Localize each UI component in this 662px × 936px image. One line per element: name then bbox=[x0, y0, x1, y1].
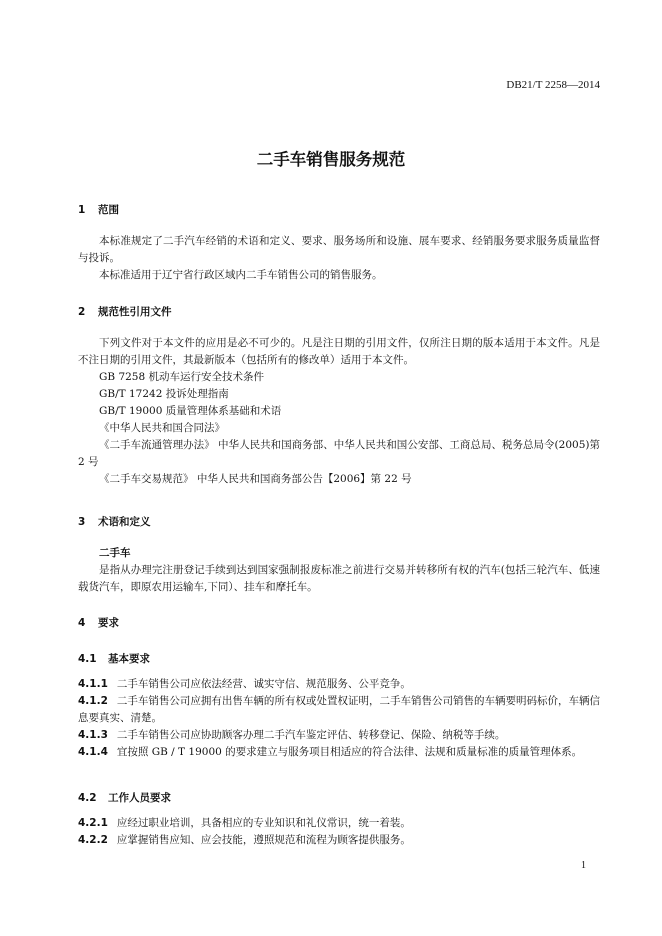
clause-number: 4.2.1 bbox=[78, 817, 108, 829]
section-3-heading bbox=[78, 514, 151, 529]
clause-text: 应掌握销售应知、应会技能，遵照规范和流程为顾客提供服务。 bbox=[116, 834, 411, 846]
clause-number: 4.1.3 bbox=[78, 729, 108, 741]
clause-4-1-2 bbox=[78, 693, 600, 727]
section-1-heading bbox=[78, 202, 119, 217]
reference-item: 《二手车交易规范》 中华人民共和国商务部公告【2006】第 22 号 bbox=[99, 473, 412, 485]
paragraph: 下列文件对于本文件的应用是必不可少的。凡是注日期的引用文件，仅所注日期的版本适用于本文件。凡是不注日期的引用文件，其最新版本（包括所有的修改单）适用于本文件。 bbox=[78, 337, 600, 366]
term-name: 二手车 bbox=[99, 547, 131, 559]
clause-text: 二手车销售公司应协助顾客办理二手汽车鉴定评估、转移登记、保险、纳税等手续。 bbox=[116, 729, 506, 741]
reference-item: GB 7258 机动车运行安全技术条件 bbox=[99, 371, 265, 383]
section-4-heading bbox=[78, 615, 119, 630]
clause-4-1-3 bbox=[78, 727, 600, 744]
section-number: 2 bbox=[78, 306, 86, 318]
subsection-number: 4.2 bbox=[78, 792, 97, 804]
reference-item: 《中华人民共和国合同法》 bbox=[99, 422, 225, 434]
reference-item: GB/T 17242 投诉处理指南 bbox=[99, 388, 229, 400]
term-definition: 是指从办理完注册登记手续到达到国家强制报废标准之前进行交易并转移所有权的汽车(包括三轮汽车、低速载货汽车，即原农用运输车,下同）、挂车和摩托车。 bbox=[78, 564, 600, 593]
paragraph: 本标准规定了二手汽车经销的术语和定义、要求、服务场所和设施、展车要求、经销服务要求服务质量监督与投诉。 bbox=[78, 235, 600, 264]
paragraph: 本标准适用于辽宁省行政区域内二手车销售公司的销售服务。 bbox=[99, 269, 383, 281]
section-title: 要求 bbox=[98, 617, 119, 629]
clause-text: 二手车销售公司应依法经营、诚实守信、规范服务、公平竞争。 bbox=[116, 678, 411, 690]
clause-4-2-2 bbox=[78, 832, 600, 849]
section-2-heading bbox=[78, 304, 172, 319]
reference-item: GB/T 19000 质量管理体系基础和术语 bbox=[99, 405, 282, 417]
clause-text: 宜按照 GB / T 19000 的要求建立与服务项目相适应的符合法律、法规和质量标准的质量管理体系。 bbox=[116, 746, 583, 758]
subsection-4-1-heading bbox=[78, 651, 150, 666]
clause-4-2-1 bbox=[78, 815, 600, 832]
document-title: 二手车销售服务规范 bbox=[256, 150, 406, 169]
section-title: 规范性引用文件 bbox=[98, 306, 172, 318]
subsection-title: 基本要求 bbox=[108, 653, 150, 665]
subsection-number: 4.1 bbox=[78, 653, 97, 665]
clause-number: 4.1.2 bbox=[78, 695, 108, 707]
clause-text: 二手车销售公司应拥有出售车辆的所有权或处置权证明，二手车销售公司销售的车辆要明码标价，车辆信息要真实、清楚。 bbox=[78, 695, 600, 724]
subsection-title: 工作人员要求 bbox=[108, 792, 171, 804]
clause-text: 应经过职业培训，具备相应的专业知识和礼仪常识，统一着装。 bbox=[116, 817, 411, 829]
clause-number: 4.1.1 bbox=[78, 678, 108, 690]
page-number: 1 bbox=[581, 860, 586, 871]
clause-number: 4.2.2 bbox=[78, 834, 108, 846]
clause-4-1-1 bbox=[78, 676, 600, 693]
clause-4-1-4 bbox=[78, 744, 600, 761]
clause-number: 4.1.4 bbox=[78, 746, 108, 758]
section-number: 4 bbox=[78, 617, 86, 629]
section-title: 术语和定义 bbox=[98, 516, 151, 528]
section-number: 3 bbox=[78, 516, 86, 528]
section-title: 范围 bbox=[98, 204, 119, 216]
standard-code: DB21/T 2258—2014 bbox=[506, 79, 600, 91]
section-number: 1 bbox=[78, 204, 86, 216]
subsection-4-2-heading bbox=[78, 790, 171, 805]
reference-item: 《二手车流通管理办法》 中华人民共和国商务部、中华人民共和国公安部、工商总局、税务总局令(2005)第 2 号 bbox=[78, 439, 600, 468]
